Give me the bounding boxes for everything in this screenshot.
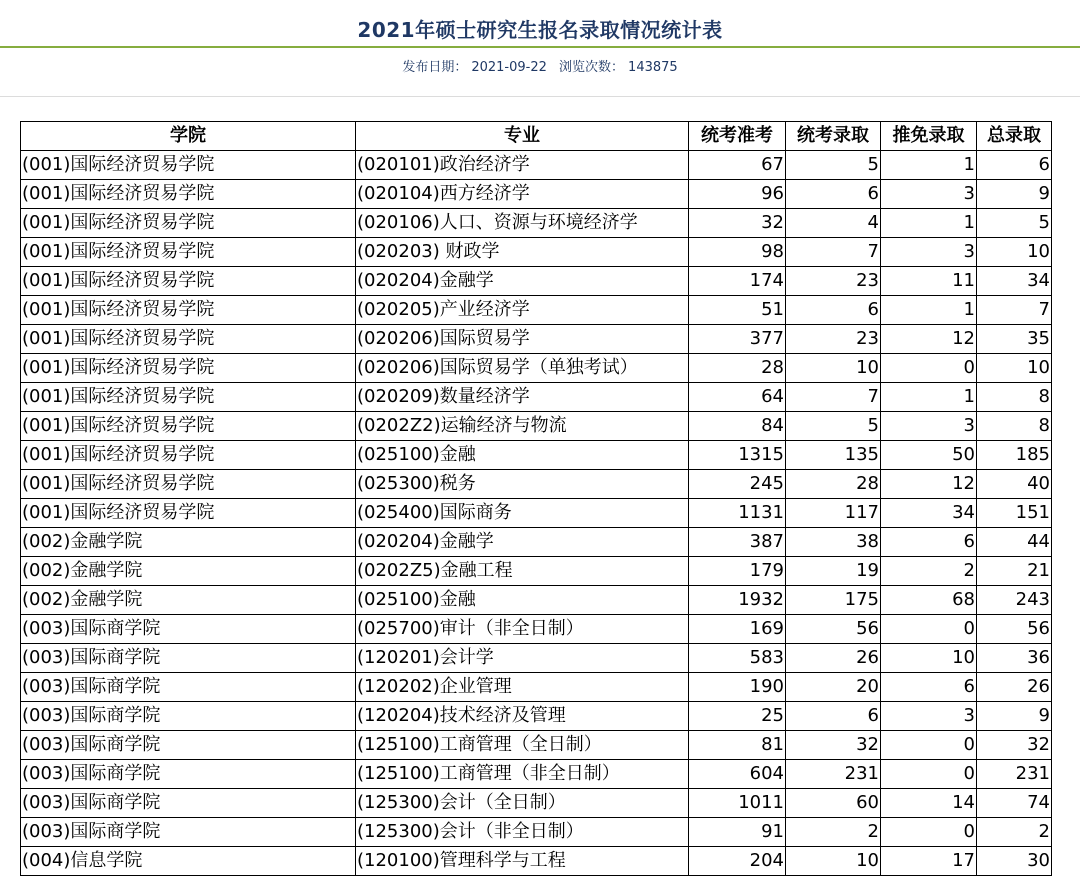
exam-admitted-cell: 26 <box>786 644 881 673</box>
recommended-admitted-cell: 3 <box>881 702 977 731</box>
major-cell: (025100)金融 <box>356 586 689 615</box>
header-total-admitted: 总录取 <box>977 122 1052 151</box>
total-admitted-cell: 7 <box>977 296 1052 325</box>
major-cell: (120100)管理科学与工程 <box>356 847 689 876</box>
header-divider <box>0 96 1080 97</box>
page-title: 2021年硕士研究生报名录取情况统计表 <box>357 18 723 42</box>
major-cell: (020209)数量经济学 <box>356 383 689 412</box>
college-cell: (001)国际经济贸易学院 <box>21 412 356 441</box>
exam-applicants-cell: 98 <box>689 238 786 267</box>
college-cell: (001)国际经济贸易学院 <box>21 470 356 499</box>
total-admitted-cell: 6 <box>977 151 1052 180</box>
exam-applicants-cell: 1011 <box>689 789 786 818</box>
college-cell: (001)国际经济贸易学院 <box>21 325 356 354</box>
major-cell: (020203) 财政学 <box>356 238 689 267</box>
total-admitted-cell: 2 <box>977 818 1052 847</box>
major-cell: (125100)工商管理（全日制） <box>356 731 689 760</box>
total-admitted-cell: 8 <box>977 412 1052 441</box>
major-cell: (025300)税务 <box>356 470 689 499</box>
major-cell: (120204)技术经济及管理 <box>356 702 689 731</box>
exam-applicants-cell: 84 <box>689 412 786 441</box>
total-admitted-cell: 30 <box>977 847 1052 876</box>
exam-applicants-cell: 1315 <box>689 441 786 470</box>
total-admitted-cell: 35 <box>977 325 1052 354</box>
table-row <box>21 702 1052 731</box>
college-cell: (004)信息学院 <box>21 847 356 876</box>
recommended-admitted-cell: 14 <box>881 789 977 818</box>
exam-admitted-cell: 6 <box>786 702 881 731</box>
exam-applicants-cell: 190 <box>689 673 786 702</box>
table-row <box>21 818 1052 847</box>
major-cell: (020106)人口、资源与环境经济学 <box>356 209 689 238</box>
page-header <box>0 0 1080 98</box>
table-row <box>21 789 1052 818</box>
recommended-admitted-cell: 0 <box>881 354 977 383</box>
table-header-row <box>21 122 1052 151</box>
table-row <box>21 847 1052 876</box>
admission-stats-table <box>20 121 1052 876</box>
college-cell: (003)国际商学院 <box>21 673 356 702</box>
exam-applicants-cell: 91 <box>689 818 786 847</box>
table-row <box>21 731 1052 760</box>
total-admitted-cell: 231 <box>977 760 1052 789</box>
exam-applicants-cell: 179 <box>689 557 786 586</box>
exam-applicants-cell: 169 <box>689 615 786 644</box>
total-admitted-cell: 21 <box>977 557 1052 586</box>
college-cell: (001)国际经济贸易学院 <box>21 354 356 383</box>
exam-admitted-cell: 6 <box>786 180 881 209</box>
major-cell: (025100)金融 <box>356 441 689 470</box>
college-cell: (001)国际经济贸易学院 <box>21 499 356 528</box>
exam-admitted-cell: 38 <box>786 528 881 557</box>
college-cell: (003)国际商学院 <box>21 644 356 673</box>
publish-meta <box>0 56 1080 75</box>
total-admitted-cell: 9 <box>977 180 1052 209</box>
recommended-admitted-cell: 1 <box>881 296 977 325</box>
table-row <box>21 615 1052 644</box>
exam-admitted-cell: 23 <box>786 325 881 354</box>
exam-admitted-cell: 4 <box>786 209 881 238</box>
recommended-admitted-cell: 2 <box>881 557 977 586</box>
exam-applicants-cell: 67 <box>689 151 786 180</box>
college-cell: (002)金融学院 <box>21 586 356 615</box>
header-exam-applicants: 统考准考 <box>689 122 786 151</box>
college-cell: (001)国际经济贸易学院 <box>21 209 356 238</box>
exam-admitted-cell: 135 <box>786 441 881 470</box>
recommended-admitted-cell: 34 <box>881 499 977 528</box>
table-row <box>21 180 1052 209</box>
college-cell: (001)国际经济贸易学院 <box>21 267 356 296</box>
exam-applicants-cell: 1131 <box>689 499 786 528</box>
total-admitted-cell: 36 <box>977 644 1052 673</box>
table-row <box>21 209 1052 238</box>
recommended-admitted-cell: 6 <box>881 528 977 557</box>
total-admitted-cell: 243 <box>977 586 1052 615</box>
exam-admitted-cell: 10 <box>786 354 881 383</box>
total-admitted-cell: 44 <box>977 528 1052 557</box>
major-cell: (020104)西方经济学 <box>356 180 689 209</box>
recommended-admitted-cell: 12 <box>881 325 977 354</box>
publish-date-label: 发布日期： 2021-09-22 <box>402 60 547 75</box>
table-row <box>21 470 1052 499</box>
view-count-label: 浏览次数： 143875 <box>559 60 678 75</box>
exam-admitted-cell: 175 <box>786 586 881 615</box>
college-cell: (001)国际经济贸易学院 <box>21 441 356 470</box>
college-cell: (001)国际经济贸易学院 <box>21 180 356 209</box>
table-row <box>21 557 1052 586</box>
total-admitted-cell: 32 <box>977 731 1052 760</box>
header-recommended-admitted: 推免录取 <box>881 122 977 151</box>
total-admitted-cell: 56 <box>977 615 1052 644</box>
exam-admitted-cell: 2 <box>786 818 881 847</box>
exam-admitted-cell: 32 <box>786 731 881 760</box>
exam-admitted-cell: 23 <box>786 267 881 296</box>
total-admitted-cell: 151 <box>977 499 1052 528</box>
exam-applicants-cell: 387 <box>689 528 786 557</box>
major-cell: (0202Z2)运输经济与物流 <box>356 412 689 441</box>
header-college: 学院 <box>21 122 356 151</box>
recommended-admitted-cell: 1 <box>881 383 977 412</box>
recommended-admitted-cell: 0 <box>881 615 977 644</box>
exam-applicants-cell: 51 <box>689 296 786 325</box>
exam-admitted-cell: 20 <box>786 673 881 702</box>
exam-applicants-cell: 377 <box>689 325 786 354</box>
college-cell: (003)国际商学院 <box>21 760 356 789</box>
recommended-admitted-cell: 17 <box>881 847 977 876</box>
table-row <box>21 383 1052 412</box>
college-cell: (001)国际经济贸易学院 <box>21 238 356 267</box>
recommended-admitted-cell: 10 <box>881 644 977 673</box>
table-row <box>21 760 1052 789</box>
exam-applicants-cell: 604 <box>689 760 786 789</box>
table-row <box>21 644 1052 673</box>
recommended-admitted-cell: 6 <box>881 673 977 702</box>
total-admitted-cell: 9 <box>977 702 1052 731</box>
college-cell: (001)国际经济贸易学院 <box>21 383 356 412</box>
exam-applicants-cell: 32 <box>689 209 786 238</box>
exam-applicants-cell: 81 <box>689 731 786 760</box>
total-admitted-cell: 74 <box>977 789 1052 818</box>
table-row <box>21 673 1052 702</box>
major-cell: (125300)会计（非全日制） <box>356 818 689 847</box>
college-cell: (003)国际商学院 <box>21 615 356 644</box>
major-cell: (025400)国际商务 <box>356 499 689 528</box>
exam-admitted-cell: 7 <box>786 383 881 412</box>
table-row <box>21 267 1052 296</box>
major-cell: (020204)金融学 <box>356 528 689 557</box>
total-admitted-cell: 40 <box>977 470 1052 499</box>
table-row <box>21 238 1052 267</box>
college-cell: (002)金融学院 <box>21 528 356 557</box>
total-admitted-cell: 8 <box>977 383 1052 412</box>
recommended-admitted-cell: 3 <box>881 412 977 441</box>
table-row <box>21 441 1052 470</box>
major-cell: (020101)政治经济学 <box>356 151 689 180</box>
table-row <box>21 528 1052 557</box>
exam-applicants-cell: 1932 <box>689 586 786 615</box>
exam-applicants-cell: 174 <box>689 267 786 296</box>
table-row <box>21 412 1052 441</box>
recommended-admitted-cell: 11 <box>881 267 977 296</box>
exam-applicants-cell: 28 <box>689 354 786 383</box>
exam-admitted-cell: 5 <box>786 412 881 441</box>
major-cell: (025700)审计（非全日制） <box>356 615 689 644</box>
table-row <box>21 354 1052 383</box>
exam-admitted-cell: 117 <box>786 499 881 528</box>
recommended-admitted-cell: 1 <box>881 151 977 180</box>
recommended-admitted-cell: 3 <box>881 238 977 267</box>
recommended-admitted-cell: 68 <box>881 586 977 615</box>
total-admitted-cell: 34 <box>977 267 1052 296</box>
recommended-admitted-cell: 1 <box>881 209 977 238</box>
exam-admitted-cell: 7 <box>786 238 881 267</box>
exam-applicants-cell: 64 <box>689 383 786 412</box>
recommended-admitted-cell: 3 <box>881 180 977 209</box>
exam-applicants-cell: 204 <box>689 847 786 876</box>
header-exam-admitted: 统考录取 <box>786 122 881 151</box>
college-cell: (001)国际经济贸易学院 <box>21 151 356 180</box>
major-cell: (020205)产业经济学 <box>356 296 689 325</box>
major-cell: (125100)工商管理（非全日制） <box>356 760 689 789</box>
exam-admitted-cell: 28 <box>786 470 881 499</box>
stats-table-container[interactable] <box>20 121 1052 871</box>
total-admitted-cell: 5 <box>977 209 1052 238</box>
table-row <box>21 325 1052 354</box>
total-admitted-cell: 10 <box>977 354 1052 383</box>
exam-applicants-cell: 245 <box>689 470 786 499</box>
college-cell: (002)金融学院 <box>21 557 356 586</box>
total-admitted-cell: 10 <box>977 238 1052 267</box>
exam-admitted-cell: 56 <box>786 615 881 644</box>
major-cell: (020206)国际贸易学 <box>356 325 689 354</box>
recommended-admitted-cell: 0 <box>881 731 977 760</box>
total-admitted-cell: 26 <box>977 673 1052 702</box>
table-row <box>21 499 1052 528</box>
exam-admitted-cell: 60 <box>786 789 881 818</box>
exam-admitted-cell: 5 <box>786 151 881 180</box>
recommended-admitted-cell: 12 <box>881 470 977 499</box>
major-cell: (020204)金融学 <box>356 267 689 296</box>
exam-admitted-cell: 10 <box>786 847 881 876</box>
college-cell: (003)国际商学院 <box>21 731 356 760</box>
table-row <box>21 586 1052 615</box>
exam-admitted-cell: 231 <box>786 760 881 789</box>
major-cell: (120201)会计学 <box>356 644 689 673</box>
recommended-admitted-cell: 50 <box>881 441 977 470</box>
major-cell: (120202)企业管理 <box>356 673 689 702</box>
college-cell: (003)国际商学院 <box>21 818 356 847</box>
total-admitted-cell: 185 <box>977 441 1052 470</box>
exam-applicants-cell: 25 <box>689 702 786 731</box>
exam-applicants-cell: 96 <box>689 180 786 209</box>
table-row <box>21 296 1052 325</box>
exam-applicants-cell: 583 <box>689 644 786 673</box>
recommended-admitted-cell: 0 <box>881 818 977 847</box>
table-body <box>21 151 1052 876</box>
table-row <box>21 151 1052 180</box>
college-cell: (003)国际商学院 <box>21 789 356 818</box>
header-major: 专业 <box>356 122 689 151</box>
major-cell: (020206)国际贸易学（单独考试） <box>356 354 689 383</box>
exam-admitted-cell: 19 <box>786 557 881 586</box>
major-cell: (125300)会计（全日制） <box>356 789 689 818</box>
title-divider <box>0 46 1080 48</box>
recommended-admitted-cell: 0 <box>881 760 977 789</box>
college-cell: (003)国际商学院 <box>21 702 356 731</box>
college-cell: (001)国际经济贸易学院 <box>21 296 356 325</box>
major-cell: (0202Z5)金融工程 <box>356 557 689 586</box>
exam-admitted-cell: 6 <box>786 296 881 325</box>
